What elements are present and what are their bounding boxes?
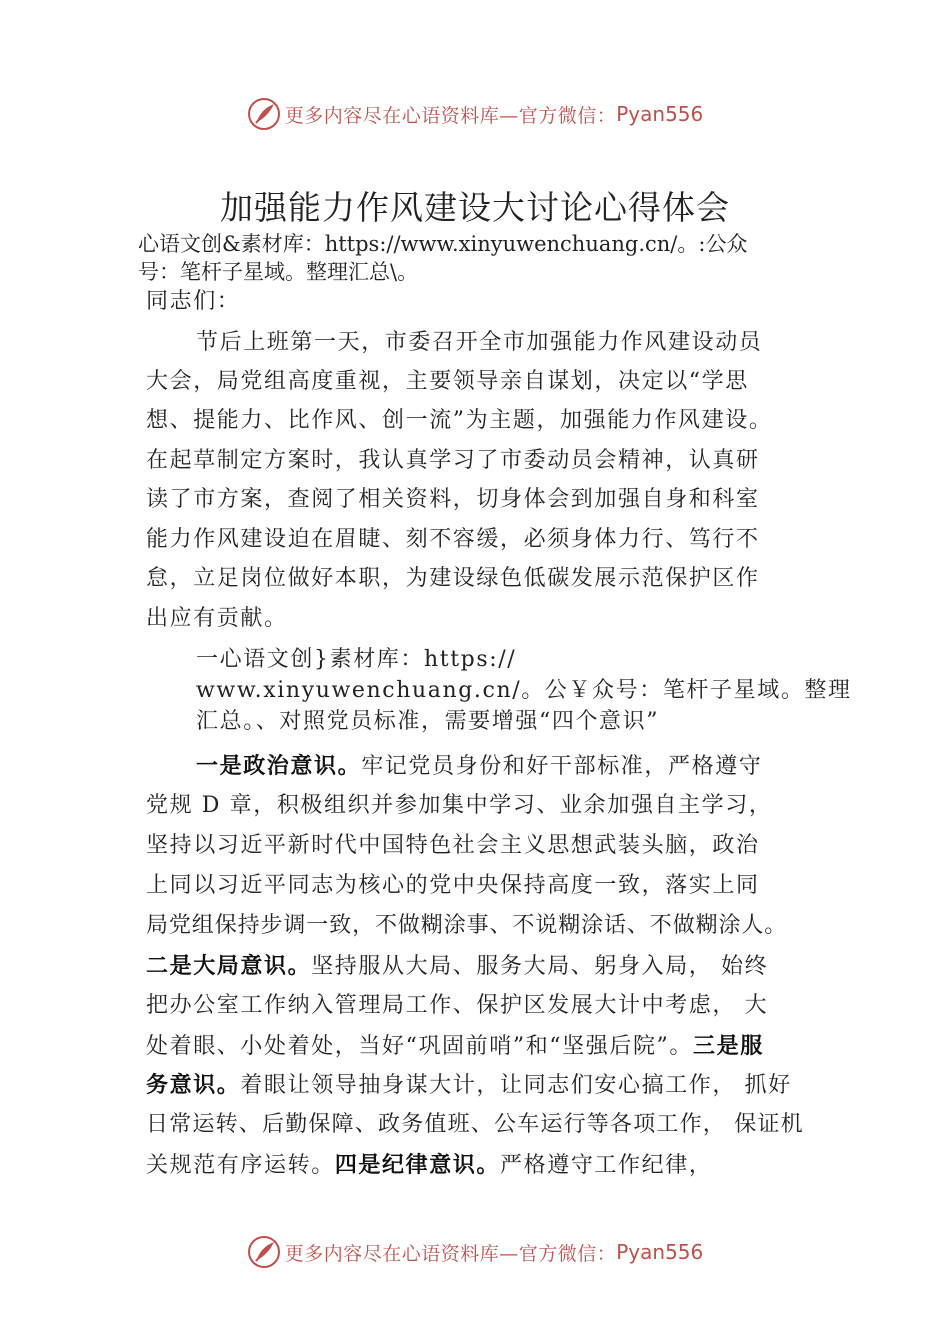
para2-line: 一是政治意识。牢记党员身份和好干部标准，严格遵守 — [196, 753, 763, 779]
watermark-text: 更多内容尽在心语资料库—官方微信： — [284, 1242, 617, 1265]
watermark-handle: Pyan556 — [616, 102, 704, 126]
para1-line: 怠，立足岗位做好本职，为建设绿色低碳发展示范保护区作 — [146, 566, 760, 591]
para2-line: 坚持以习近平新时代中国特色社会主义思想武装头脑，政治 — [146, 833, 760, 858]
section-heading-line: www.xinyuwenchuang.cn/。公￥众号：笔杆子星域。整理 — [196, 678, 852, 703]
para2-line: 关规范有序运转。四是纪律意识。严格遵守工作纪律， — [146, 1152, 713, 1178]
header-watermark-banner — [0, 94, 950, 134]
point-political-heading: 一是政治意识。 — [196, 753, 362, 779]
source-line-2: 号：笔杆子星域。整理汇总\。 — [138, 260, 419, 284]
para2-line: 上同以习近平同志为核心的党中央保持高度一致，落实上同 — [146, 873, 760, 898]
para1-line: 节后上班第一天，市委召开全市加强能力作风建设动员 — [196, 330, 763, 355]
para2-line: 处着眼、小处着处，当好“巩固前哨”和“坚强后院”。三是服 — [146, 1033, 764, 1059]
point-discipline-heading: 四是纪律意识。 — [334, 1152, 501, 1178]
section-heading-line: 汇总。、对照党员标准，需要增强“四个意识” — [196, 709, 660, 734]
point-overall-heading: 二是大局意识。 — [146, 953, 312, 979]
para2-line: 把办公室工作纳入管理局工作、保护区发展大计中考虑， 大 — [146, 993, 769, 1018]
para2-line: 局党组保持步调一致，不做糊涂事、不说糊涂话、不做糊涂人。 — [146, 913, 788, 938]
para2-line: 务意识。着眼让领导抽身谋大计，让同志们安心搞工作， 抓好 — [146, 1072, 792, 1098]
quill-logo-icon — [247, 1235, 281, 1269]
footer-watermark-banner — [0, 1232, 950, 1272]
section-heading-line: 一心语文创}素材库：https:// — [196, 647, 517, 672]
para2-line: 二是大局意识。坚持服从大局、服务大局、躬身入局， 始终 — [146, 953, 769, 979]
para1-line: 大会，局党组高度重视，主要领导亲自谋划，决定以“学思 — [146, 369, 749, 394]
para1-line: 在起草制定方案时，我认真学习了市委动员会精神，认真研 — [146, 448, 760, 473]
para2-line: 党规 D 章，积极组织并参加集中学习、业余加强自主学习， — [146, 793, 773, 818]
source-line-1: 心语文创&素材库：https://www.xinyuwenchuang.cn/。:公众 — [138, 232, 748, 256]
point-service-heading: 三是服 — [693, 1033, 764, 1059]
para1-line: 能力作风建设迫在眉睫、刻不容缓，必须身体力行、笃行不 — [146, 527, 760, 552]
watermark-text: 更多内容尽在心语资料库—官方微信： — [284, 104, 617, 127]
para2-line: 日常运转、后勤保障、政务值班、公车运行等各项工作， 保证机 — [146, 1112, 804, 1137]
para1-line: 读了市方案，查阅了相关资料，切身体会到加强自身和科室 — [146, 487, 760, 512]
greeting: 同志们： — [146, 289, 241, 314]
document-title: 加强能力作风建设大讨论心得体会 — [220, 188, 730, 227]
para1-line: 出应有贡献。 — [146, 606, 288, 631]
para1-line: 想、提能力、比作风、创一流”为主题，加强能力作风建设。 — [146, 408, 773, 433]
watermark-handle: Pyan556 — [616, 1240, 704, 1264]
quill-logo-icon — [247, 97, 281, 131]
